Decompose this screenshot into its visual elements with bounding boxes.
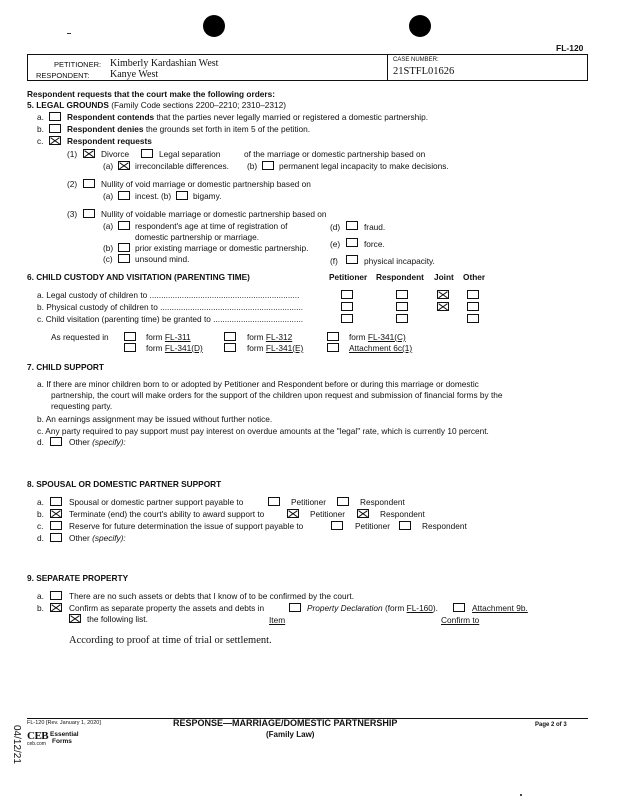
case-number-label: CASE NUMBER:	[393, 57, 439, 63]
punch-hole-left	[203, 15, 225, 37]
s8-heading: 8. SPOUSAL OR DOMESTIC PARTNER SUPPORT	[27, 479, 222, 489]
col-petitioner: Petitioner	[329, 272, 368, 282]
checkbox-6c-respondent[interactable]	[396, 314, 408, 323]
checkbox-9a[interactable]	[50, 591, 62, 600]
footer-page: Page 2 of 3	[535, 722, 567, 728]
petitioner-label: PETITIONER:	[54, 60, 102, 69]
checkbox-legal-separation[interactable]	[141, 149, 153, 158]
checkbox-6b-respondent[interactable]	[396, 302, 408, 311]
col-item: Item	[269, 615, 286, 625]
checkbox-6c-other[interactable]	[467, 314, 479, 323]
checkbox-fl312[interactable]	[224, 332, 236, 341]
checkbox-6a-other[interactable]	[467, 290, 479, 299]
checkbox-force[interactable]	[346, 238, 358, 247]
checkbox-6a-petitioner[interactable]	[341, 290, 353, 299]
checkbox-5b[interactable]	[49, 124, 61, 133]
checkbox-fl341c[interactable]	[327, 332, 339, 341]
checkbox-attachment-9b[interactable]	[453, 603, 465, 612]
col-joint: Joint	[434, 272, 454, 282]
stray-mark-bottom	[520, 794, 522, 796]
checkbox-8c-respondent[interactable]	[399, 521, 411, 530]
respondent-label: RESPONDENT:	[36, 71, 90, 80]
checkbox-divorce[interactable]	[83, 149, 95, 158]
respondent-name: Kanye West	[110, 69, 159, 80]
checkbox-irreconcilable[interactable]	[118, 161, 130, 170]
checkbox-8c[interactable]	[50, 521, 62, 530]
footer-title: RESPONSE—MARRIAGE/DOMESTIC PARTNERSHIP	[173, 718, 398, 728]
checkbox-8d-other[interactable]	[50, 533, 62, 542]
visitation-row: c. Child visitation (parenting time) be granted to .......................................	[37, 314, 304, 324]
s9-heading: 9. SEPARATE PROPERTY	[27, 573, 129, 583]
checkbox-attachment-6c1[interactable]	[327, 343, 339, 352]
checkbox-6b-other[interactable]	[467, 302, 479, 311]
checkbox-respondent-age[interactable]	[118, 221, 130, 230]
checkbox-8a-respondent[interactable]	[337, 497, 349, 506]
footer-subtitle: (Family Law)	[266, 730, 315, 739]
checkbox-8b-respondent[interactable]	[357, 509, 369, 518]
checkbox-9b[interactable]	[50, 603, 62, 612]
form-id: FL-120	[556, 43, 584, 53]
checkbox-physical-incapacity[interactable]	[346, 255, 358, 264]
checkbox-fl311[interactable]	[124, 332, 136, 341]
s6-heading: 6. CHILD CUSTODY AND VISITATION (PARENTING TIME)	[27, 272, 250, 282]
checkbox-void-nullity[interactable]	[83, 179, 95, 188]
checkbox-incest[interactable]	[118, 191, 130, 200]
checkbox-fl341e[interactable]	[224, 343, 236, 352]
checkbox-8b-petitioner[interactable]	[287, 509, 299, 518]
checkbox-8a[interactable]	[50, 497, 62, 506]
intro-text: Respondent requests that the court make the following orders:	[27, 89, 276, 99]
checkbox-6c-petitioner[interactable]	[341, 314, 353, 323]
checkbox-prior-marriage[interactable]	[118, 243, 130, 252]
checkbox-unsound-mind[interactable]	[118, 254, 130, 263]
checkbox-property-declaration[interactable]	[289, 603, 301, 612]
legal-custody-row: a. Legal custody of children to .................................................................	[37, 290, 300, 300]
checkbox-6b-joint[interactable]	[437, 302, 449, 311]
checkbox-5a[interactable]	[49, 112, 61, 121]
date-stamp: 04/12/21	[11, 725, 22, 764]
checkbox-permanent-incapacity[interactable]	[262, 161, 274, 170]
checkbox-8a-petitioner[interactable]	[268, 497, 280, 506]
physical-custody-row: b. Physical custody of children to ..............................................................	[37, 302, 304, 312]
footer-rev: FL-120 [Rev. January 1, 2020]	[27, 720, 101, 726]
checkbox-following-list[interactable]	[69, 614, 81, 623]
checkbox-7d-other[interactable]	[50, 437, 62, 446]
stray-mark	[67, 33, 71, 34]
checkbox-fl341d[interactable]	[124, 343, 136, 352]
case-number: 21STFL01626	[393, 66, 455, 77]
col-confirm-to: Confirm to	[441, 615, 480, 625]
petitioner-name: Kimberly Kardashian West	[110, 58, 219, 69]
s7-heading: 7. CHILD SUPPORT	[27, 362, 104, 372]
punch-hole-right	[409, 15, 431, 37]
checkbox-6a-joint[interactable]	[437, 290, 449, 299]
checkbox-6a-respondent[interactable]	[396, 290, 408, 299]
checkbox-6b-petitioner[interactable]	[341, 302, 353, 311]
col-respondent: Respondent	[376, 272, 424, 282]
checkbox-fraud[interactable]	[346, 221, 358, 230]
col-other: Other	[463, 272, 486, 282]
s5-heading: 5. LEGAL GROUNDS (Family Code sections 2200–2210; 2310–2312)	[27, 100, 287, 110]
checkbox-8c-petitioner[interactable]	[331, 521, 343, 530]
checkbox-bigamy[interactable]	[176, 191, 188, 200]
checkbox-5c[interactable]	[49, 136, 61, 145]
typed-entry: According to proof at time of trial or settlement.	[69, 635, 272, 646]
checkbox-voidable-nullity[interactable]	[83, 209, 95, 218]
checkbox-8b[interactable]	[50, 509, 62, 518]
